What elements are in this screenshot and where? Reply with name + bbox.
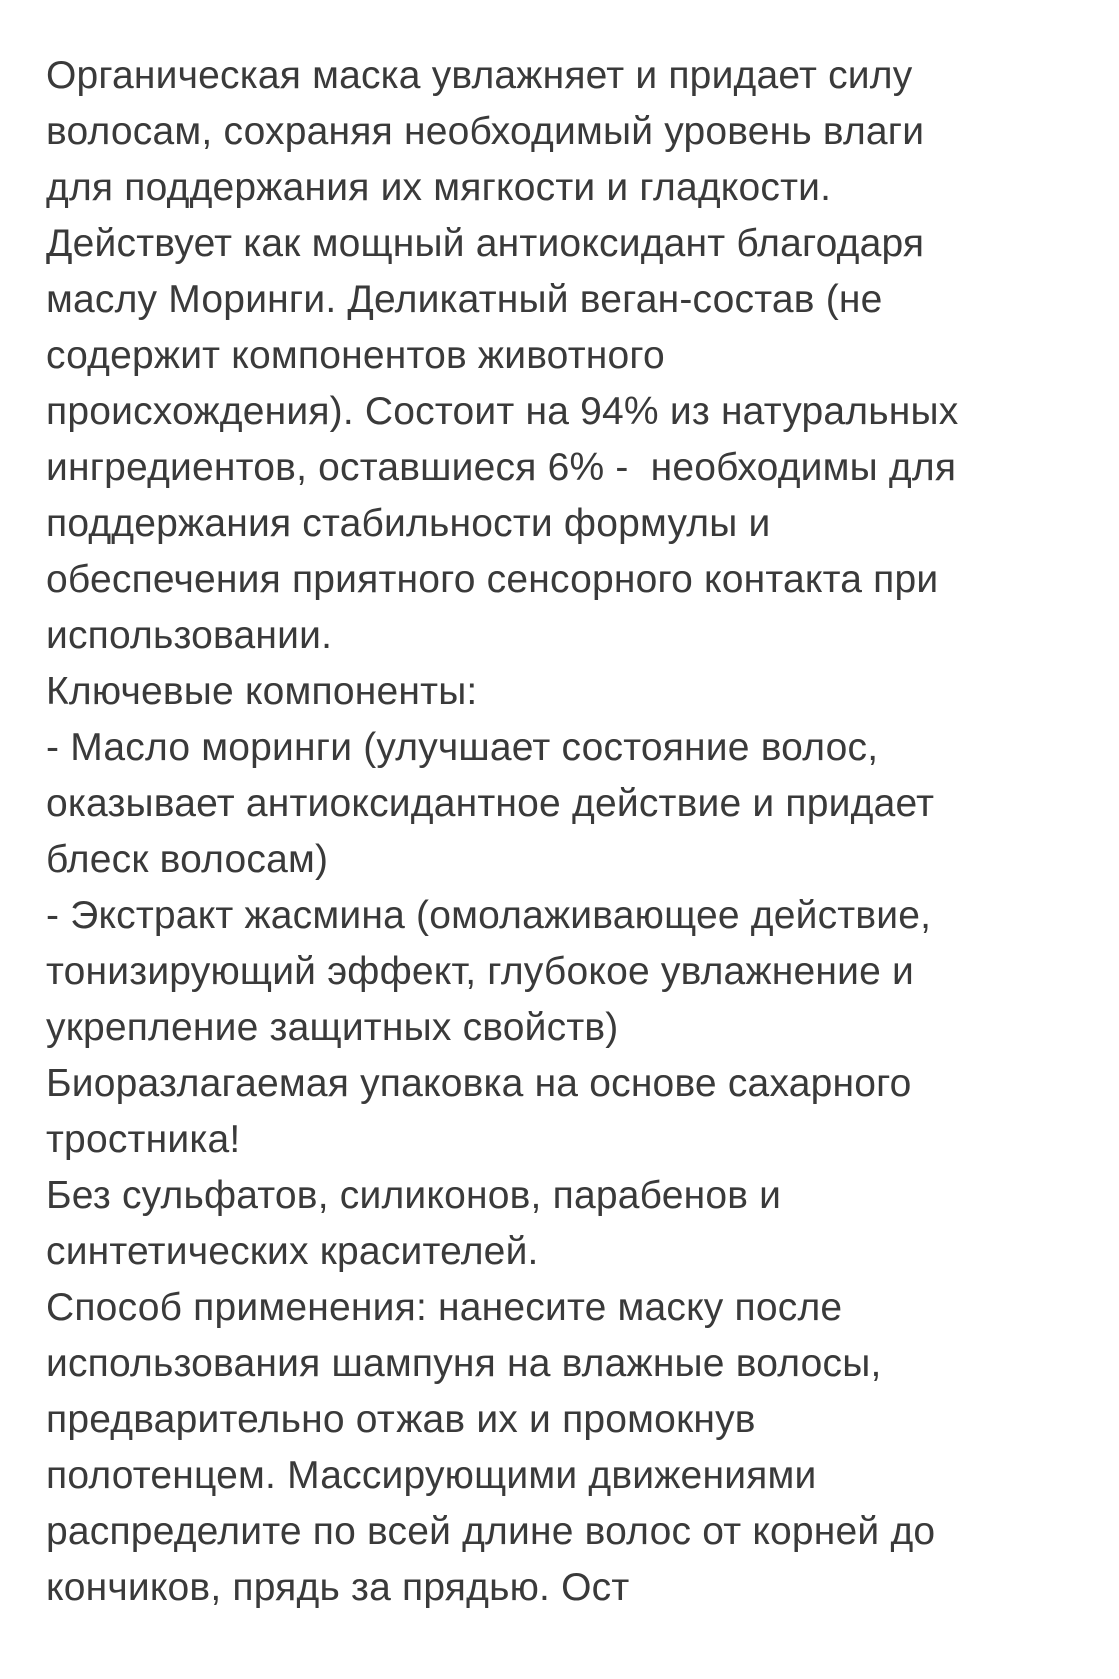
- component-item: блеск волосам): [46, 838, 329, 881]
- usage-instructions: распределите по всей длине волос от корней до: [46, 1510, 936, 1553]
- description-line: для поддержания их мягкости и гладкости.: [46, 166, 832, 209]
- usage-instructions: полотенцем. Массирующими движениями: [46, 1454, 817, 1497]
- component-item: укрепление защитных свойств): [46, 1006, 619, 1049]
- free-from-note: Без сульфатов, силиконов, парабенов и: [46, 1174, 782, 1217]
- description-line: маслу Моринги. Деликатный веган-состав (не: [46, 278, 883, 321]
- component-item: оказывает антиоксидантное действие и придает: [46, 782, 935, 825]
- description-line: Органическая маска увлажняет и придает силу: [46, 54, 913, 97]
- description-line: волосам, сохраняя необходимый уровень влаги: [46, 110, 925, 153]
- description-line: Действует как мощный антиоксидант благодаря: [46, 222, 925, 265]
- product-description: [46, 48, 1106, 1616]
- packaging-note: Биоразлагаемая упаковка на основе сахарного: [46, 1062, 912, 1105]
- description-line: использовании.: [46, 614, 333, 657]
- usage-instructions: использования шампуня на влажные волосы,: [46, 1342, 882, 1385]
- usage-instructions: кончиков, прядь за прядью. Ост: [46, 1566, 630, 1609]
- key-components-heading: Ключевые компоненты:: [46, 670, 478, 713]
- component-item: - Экстракт жасмина (омолаживающее действие,: [46, 894, 932, 937]
- description-line: поддержания стабильности формулы и: [46, 502, 771, 545]
- description-line: происхождения). Состоит на 94% из натуральных: [46, 390, 959, 433]
- description-line: ингредиентов, оставшиеся 6% - необходимы для: [46, 446, 957, 489]
- free-from-note: синтетических красителей.: [46, 1230, 539, 1273]
- component-item: тонизирующий эффект, глубокое увлажнение и: [46, 950, 914, 993]
- description-line: обеспечения приятного сенсорного контакта при: [46, 558, 939, 601]
- component-item: - Масло моринги (улучшает состояние волос,: [46, 726, 879, 769]
- packaging-note: тростника!: [46, 1118, 241, 1161]
- usage-instructions: Способ применения: нанесите маску после: [46, 1286, 843, 1329]
- description-line: содержит компонентов животного: [46, 334, 665, 377]
- usage-instructions: предварительно отжав их и промокнув: [46, 1398, 756, 1441]
